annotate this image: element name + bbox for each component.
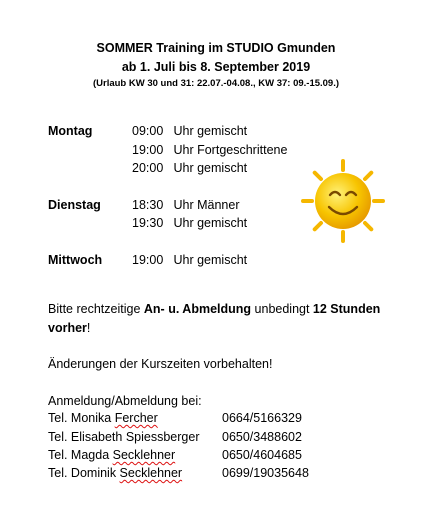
- contacts-heading: Anmeldung/Abmeldung bei:: [48, 394, 202, 408]
- slot-label: Uhr gemischt: [173, 253, 248, 267]
- notice-text: Bitte rechtzeitige: [48, 302, 144, 316]
- contact-row: [48, 466, 309, 480]
- schedule-slot: [132, 198, 239, 212]
- schedule-slot: [132, 124, 247, 138]
- slot-time: 09:00: [132, 124, 164, 138]
- sun-face: [315, 173, 371, 229]
- notice-text: unbedingt: [251, 302, 313, 316]
- contact-prefix: Tel. Elisabeth: [48, 430, 126, 444]
- contact-prefix: Tel. Dominik: [48, 466, 120, 480]
- slot-label: Uhr gemischt: [173, 124, 248, 138]
- contact-prefix: Tel. Monika: [48, 411, 115, 425]
- contact-surname: Fercher: [114, 411, 158, 425]
- contact-phone: 0650/4604685: [222, 448, 302, 462]
- schedule-slot: [132, 143, 287, 157]
- contact-row: [48, 430, 302, 444]
- slot-label: Uhr gemischt: [173, 216, 248, 230]
- contact-phone: 0699/19035648: [222, 466, 309, 480]
- day-label-monday: Montag: [48, 124, 93, 138]
- slot-time: 19:00: [132, 253, 164, 267]
- slot-label: Uhr gemischt: [173, 161, 248, 175]
- contact-prefix: Tel. Magda: [48, 448, 113, 462]
- contact-surname: Secklehner: [119, 466, 183, 480]
- day-label-tuesday: Dienstag: [48, 198, 101, 212]
- changes-note: Änderungen der Kurszeiten vorbehalten!: [48, 357, 273, 371]
- holiday-note: (Urlaub KW 30 und 31: 22.07.-04.08., KW 37: 09.-15.09.): [92, 78, 340, 89]
- slot-label: Uhr Fortgeschrittene: [173, 143, 288, 157]
- schedule-slot: [132, 253, 247, 267]
- schedule-slot: [132, 216, 247, 230]
- day-label-wednesday: Mittwoch: [48, 253, 103, 267]
- schedule-slot: [132, 161, 247, 175]
- slot-time: 19:30: [132, 216, 164, 230]
- notice-text: !: [86, 321, 91, 335]
- slot-time: 20:00: [132, 161, 164, 175]
- notice-emphasis: 12 Stunden vorher: [48, 302, 381, 335]
- contact-phone: 0664/5166329: [222, 411, 302, 425]
- contact-phone: 0650/3488602: [222, 430, 302, 444]
- contact-surname: Secklehner: [112, 448, 176, 462]
- contact-surname: Spiessberger: [125, 430, 200, 444]
- notice-emphasis: An- u. Abmeldung: [143, 302, 252, 316]
- registration-notice: [48, 300, 388, 338]
- slot-label: Uhr Männer: [173, 198, 240, 212]
- contact-row: [48, 448, 302, 462]
- slot-time: 18:30: [132, 198, 164, 212]
- slot-time: 19:00: [132, 143, 164, 157]
- smiling-sun-icon: [300, 158, 386, 244]
- date-range: ab 1. Juli bis 8. September 2019: [121, 60, 311, 74]
- contact-row: [48, 411, 302, 425]
- document-title: SOMMER Training im STUDIO Gmunden: [96, 41, 336, 55]
